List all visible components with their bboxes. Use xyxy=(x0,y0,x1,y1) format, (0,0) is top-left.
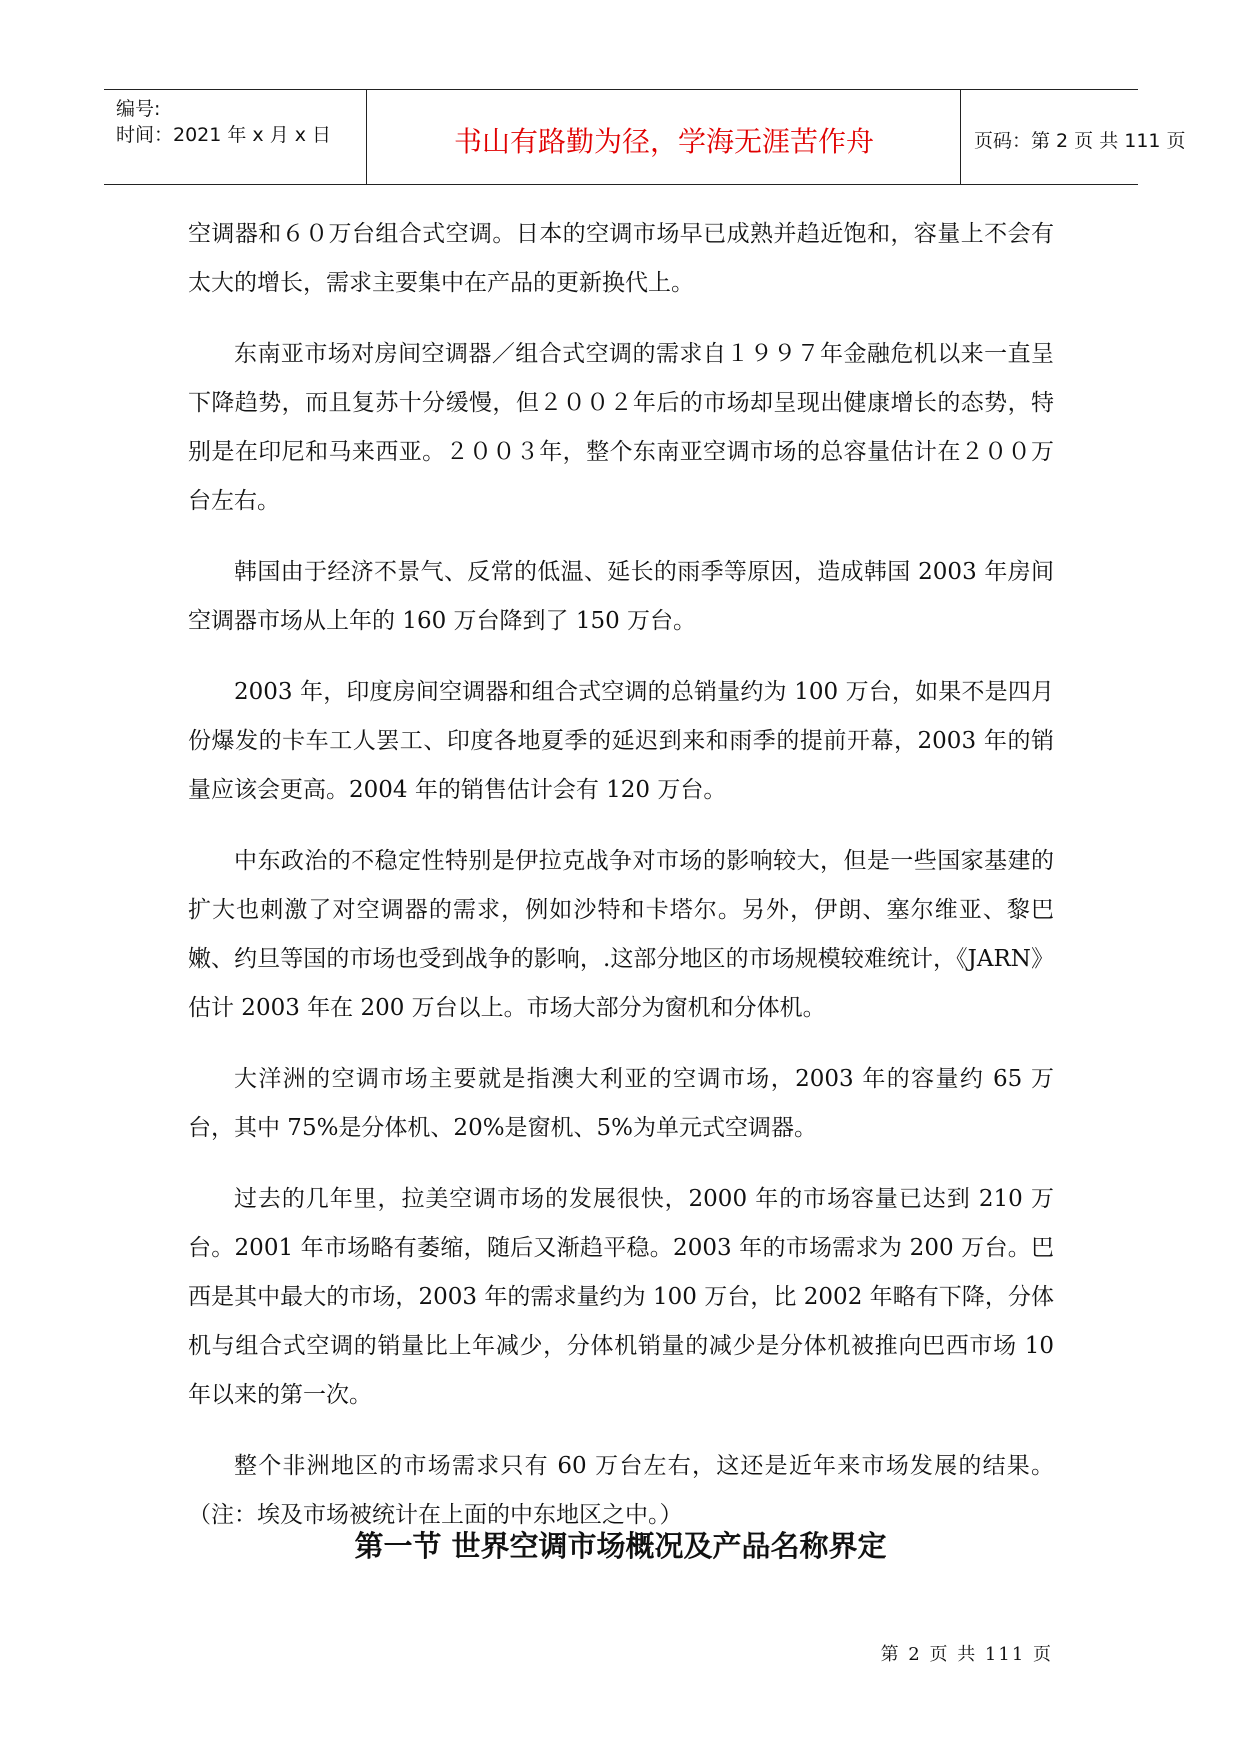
paragraph-continuation: 空调器和６０万台组合式空调。日本的空调市场早已成熟并趋近饱和，容量上不会有太大的增长，需求主要集中在产品的更新换代上。 xyxy=(188,221,1054,296)
header-page-cell xyxy=(962,90,1186,184)
paragraph-oceania: 大洋洲的空调市场主要就是指澳大利亚的空调市场，2003 年的容量约 65 万台，其中 75%是分体机、20%是窗机、5%为单元式空调器。 xyxy=(188,1066,1054,1141)
paragraph-southeast-asia: 东南亚市场对房间空调器／组合式空调的需求自１９９７年金融危机以来一直呈下降趋势，而且复苏十分缓慢，但２００２年后的市场却呈现出健康增长的态势，特别是在印尼和马来西亚。２００３年，整个东南亚空调市场的总容量估计在２００万台左右。 xyxy=(188,341,1054,514)
header-page-number: 页码：第 2 页 共 111 页 xyxy=(974,130,1186,152)
paragraph-latin-america: 过去的几年里，拉美空调市场的发展很快，2000 年的市场容量已达到 210 万台。2001 年市场略有萎缩，随后又渐趋平稳。2003 年的市场需求为 200 万台。巴西是其中最大的市场，2003 年的需求量约为 100 万台，比 2002 年略有下降，分体机与组合式空调的销量比上年减少，分体机销量的减少是分体机被推向巴西市场 10 年以来的第一次。 xyxy=(188,1186,1054,1408)
section-heading: 第一节 世界空调市场概况及产品名称界定 xyxy=(354,1529,887,1563)
paragraph-india: 2003 年，印度房间空调器和组合式空调的总销量约为 100 万台，如果不是四月份爆发的卡车工人罢工、印度各地夏季的延迟到来和雨季的提前开幕，2003 年的销量应该会更高。2004 年的销售估计会有 120 万台。 xyxy=(188,679,1054,803)
paragraph-korea: 韩国由于经济不景气、反常的低温、延长的雨季等原因，造成韩国 2003 年房间空调器市场从上年的 160 万台降到了 150 万台。 xyxy=(188,559,1054,634)
paragraph-africa: 整个非洲地区的市场需求只有 60 万台左右，这还是近年来市场发展的结果。（注：埃及市场被统计在上面的中东地区之中。） xyxy=(188,1453,1054,1528)
header-motto-cell xyxy=(368,90,961,184)
header-info-cell xyxy=(104,90,367,184)
page-header xyxy=(104,89,1186,185)
header-motto: 书山有路勤为径，学海无涯苦作舟 xyxy=(453,125,874,158)
page-footer-number: 第 2 页 共 111 页 xyxy=(880,1644,1053,1665)
document-time-label: 时间：2021 年 x 月 x 日 xyxy=(116,124,332,146)
paragraph-middle-east: 中东政治的不稳定性特别是伊拉克战争对市场的影响较大，但是一些国家基建的扩大也刺激了对空调器的需求，例如沙特和卡塔尔。另外，伊朗、塞尔维亚、黎巴嫩、约旦等国的市场也受到战争的影响，.这部分地区的市场规模较难统计，《JARN》估计 2003 年在 200 万台以上。市场大部分为窗机和分体机。 xyxy=(188,848,1054,1021)
document-number-label: 编号: xyxy=(116,98,161,120)
document-body xyxy=(188,210,1054,1562)
